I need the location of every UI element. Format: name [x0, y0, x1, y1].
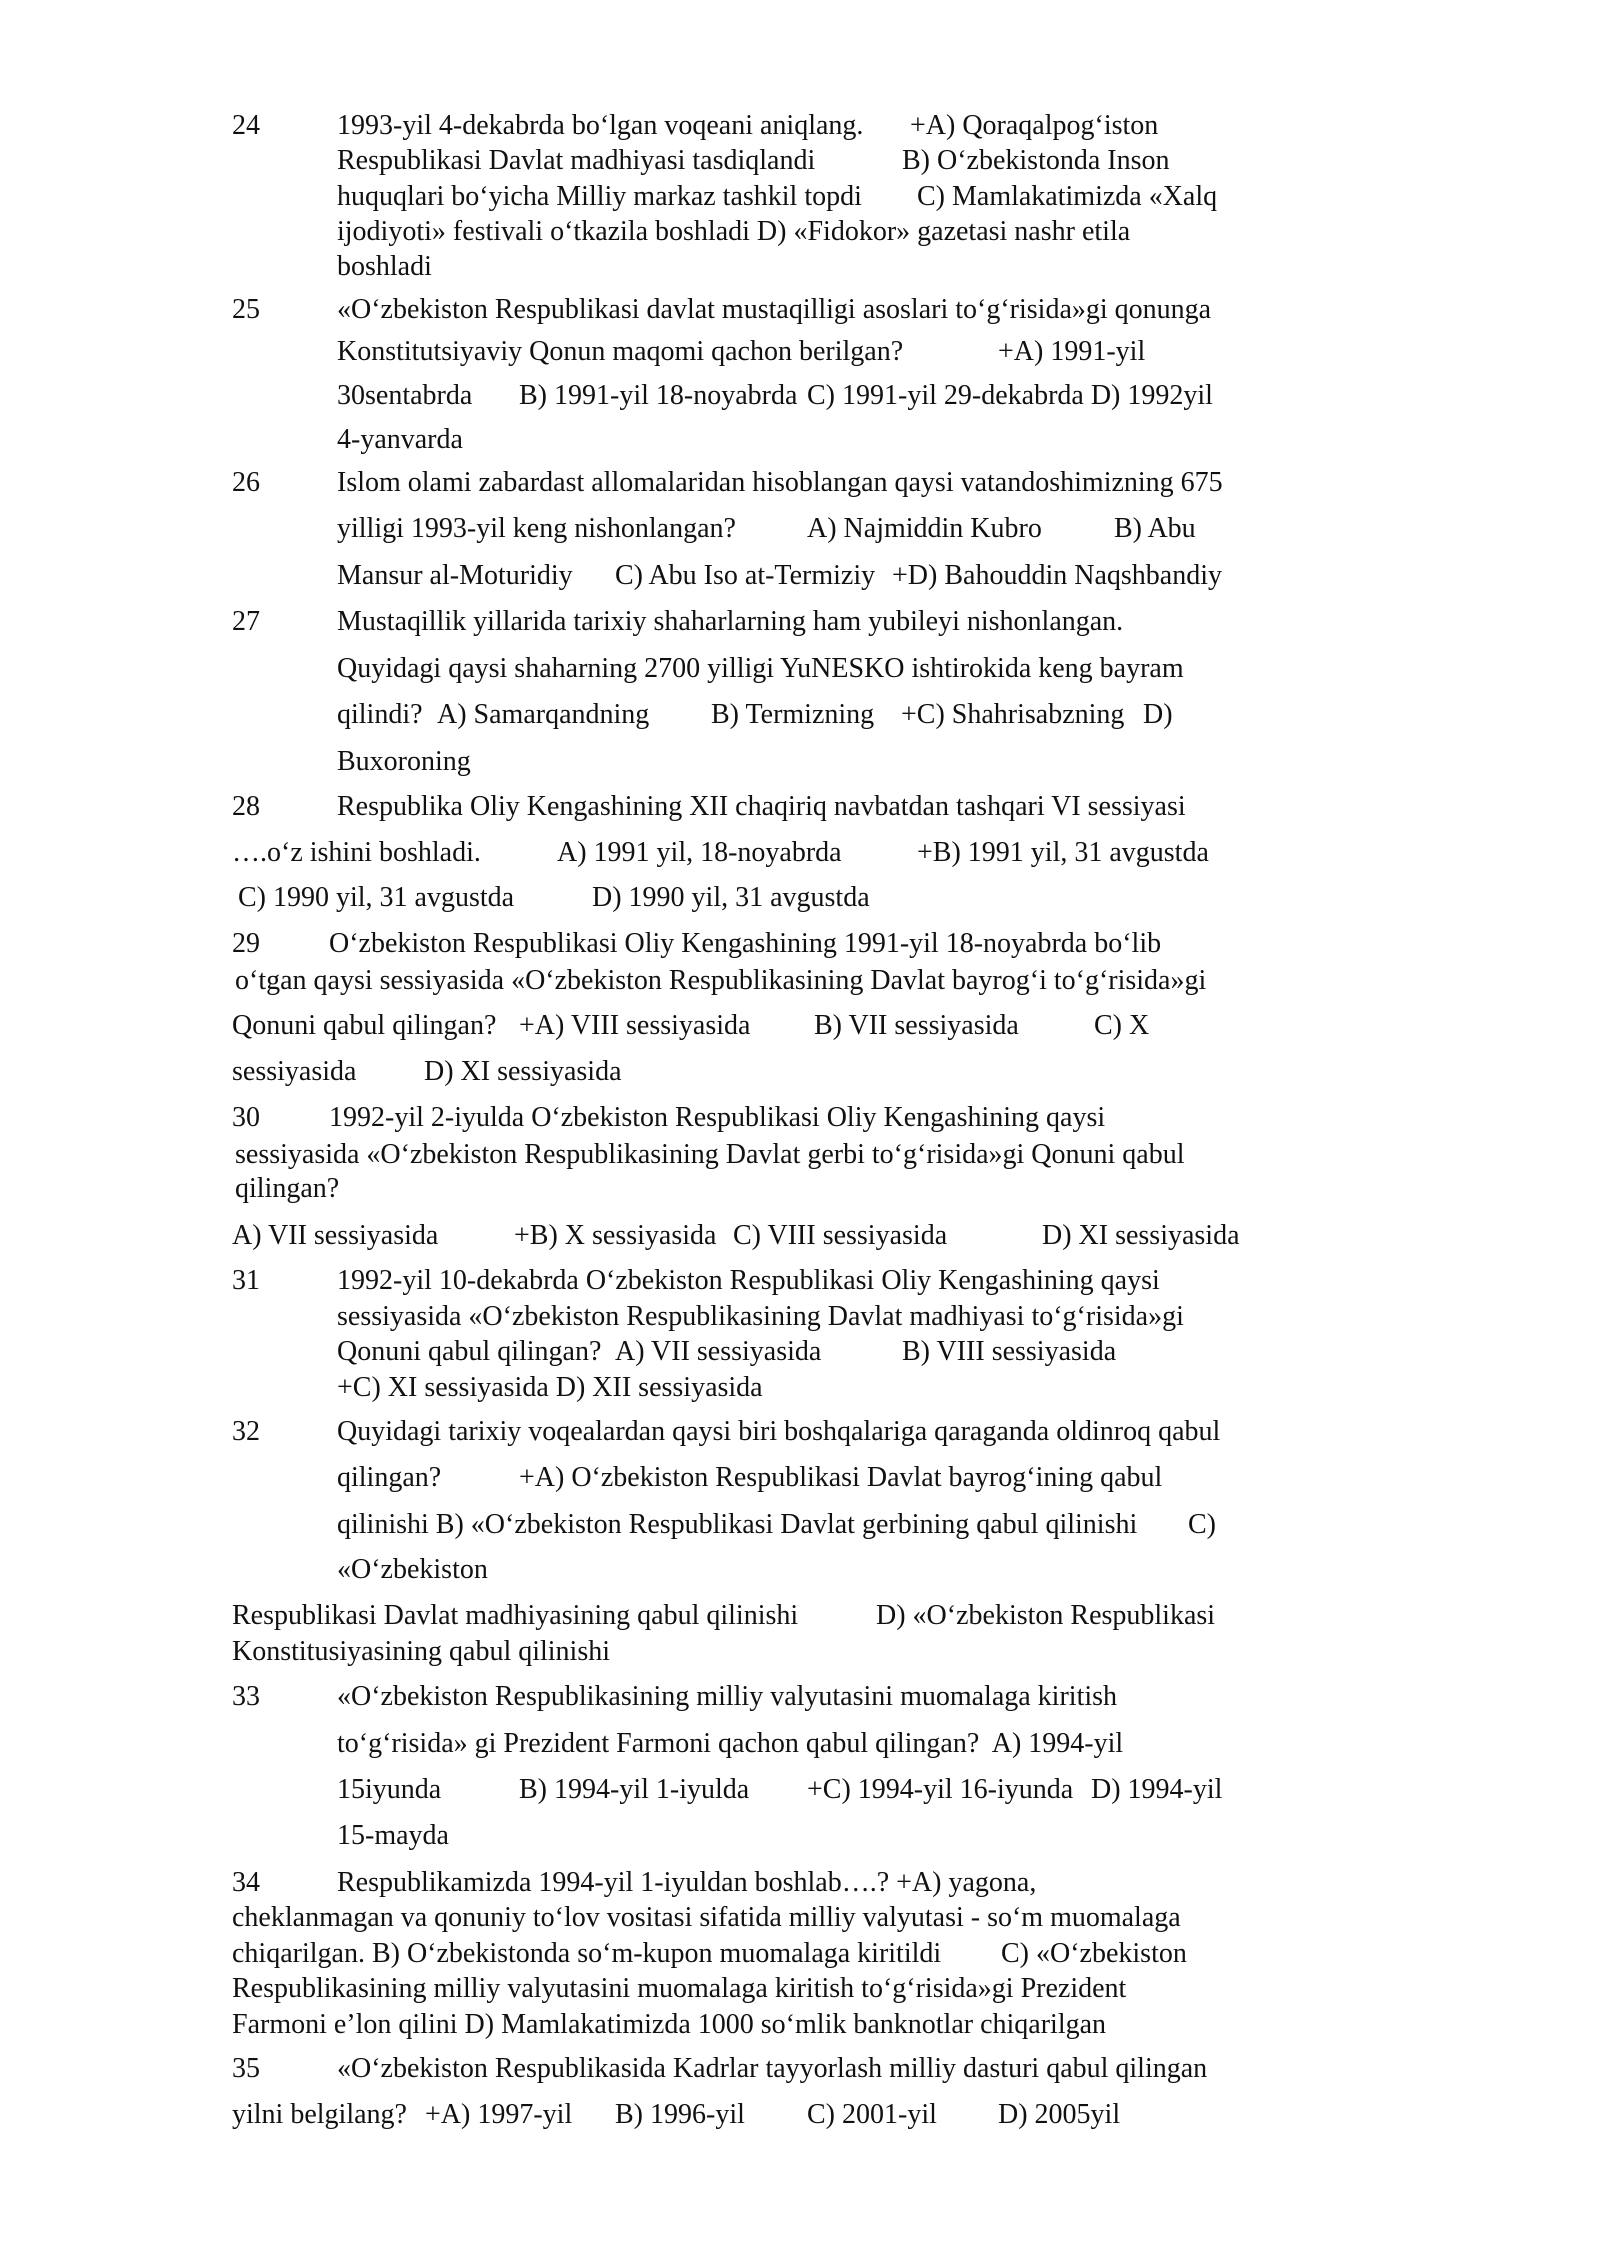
answer-option: B) 1994-yil 1-iyulda — [519, 1774, 750, 1805]
question-number: 28 — [232, 791, 260, 822]
question-number: 25 — [232, 294, 260, 325]
answer-option: D) — [1143, 699, 1173, 730]
answer-option: +A) 1991-yil — [998, 336, 1146, 367]
answer-option: D) XI sessiyasida — [424, 1056, 622, 1087]
answer-option: +A) 1997-yil — [425, 2099, 573, 2130]
answer-option: B) O‘zbekistonda Inson — [902, 145, 1170, 176]
question-text: O‘zbekiston Respublikasi Oliy Kengashining 1991-yil 18-noyabrda bo‘lib — [329, 928, 1162, 959]
answer-option: +D) Bahouddin Naqshbandiy — [892, 560, 1222, 591]
question-number: 24 — [232, 110, 260, 141]
question-text: 1992-yil 2-iyulda O‘zbekiston Respublikasi Oliy Kengashining qaysi — [329, 1102, 1106, 1133]
answer-option: 15iyunda — [337, 1774, 442, 1805]
question-text: sessiyasida «O‘zbekiston Respublikasining Davlat gerbi to‘g‘risida»gi Qonuni qabul — [235, 1139, 1185, 1170]
answer-option: cheklanmagan va qonuniy to‘lov vositasi sifatida milliy valyutasi - so‘m muomalaga — [232, 1902, 1181, 1933]
question-text: qilingan? — [337, 1462, 442, 1493]
answer-option: C) Abu Iso at-Termiziy — [615, 560, 876, 591]
answer-option: 4-yanvarda — [337, 424, 463, 455]
question-number: 34 — [232, 1867, 260, 1898]
answer-option: ijodiyoti» festivali o‘tkazila boshladi D) «Fidokor» gazetasi nashr etila — [337, 216, 1131, 247]
answer-option: Konstitusiyasining qabul qilinishi — [232, 1636, 611, 1667]
answer-option: Respublikasining milliy valyutasini muomalaga kiritish to‘g‘risida»gi Prezident — [232, 1973, 1127, 2004]
answer-option: A) Samarqandning — [437, 699, 650, 730]
answer-option: B) VIII sessiyasida — [902, 1336, 1117, 1367]
question-number: 29 — [232, 928, 260, 959]
question-number: 30 — [232, 1102, 260, 1133]
answer-option: +A) Qoraqalpog‘iston — [910, 110, 1159, 141]
answer-option: qilinishi B) «O‘zbekiston Respublikasi Davlat gerbining qabul qilinishi — [337, 1509, 1138, 1540]
answer-option: Buxoroning — [337, 746, 471, 777]
question-text: «O‘zbekiston Respublikasining milliy valyutasini muomalaga kiritish — [337, 1681, 1118, 1712]
question-text: 1992-yil 10-dekabrda O‘zbekiston Respublikasi Oliy Kengashining qaysi — [337, 1265, 1160, 1296]
answer-option: C) «O‘zbekiston — [1001, 1938, 1187, 1969]
answer-option: sessiyasida — [232, 1056, 357, 1087]
question-text: qilindi? — [337, 699, 423, 730]
question-text: Quyidagi qaysi shaharning 2700 yilligi YuNESKO ishtirokida keng bayram — [337, 653, 1184, 684]
answer-option: C) Mamlakatimizda «Xalq — [917, 181, 1218, 212]
answer-option: B) Abu — [1114, 513, 1196, 544]
answer-option: B) 1996-yil — [615, 2099, 745, 2130]
answer-option: A) VII sessiyasida — [232, 1220, 439, 1251]
answer-option: +A) VIII sessiyasida — [519, 1010, 751, 1041]
question-number: 32 — [232, 1416, 260, 1447]
answer-option: +C) XI sessiyasida D) XII sessiyasida — [337, 1372, 763, 1403]
answer-option: B) 1991-yil 18-noyabrda — [519, 380, 798, 411]
question-text: Qonuni qabul qilingan? — [337, 1336, 602, 1367]
question-text: «O‘zbekiston Respublikasi davlat mustaqilligi asoslari to‘g‘risida»gi qonunga — [337, 294, 1212, 325]
question-text: Mustaqillik yillarida tarixiy shaharlarning ham yubileyi nishonlangan. — [337, 606, 1124, 637]
question-number: 26 — [232, 467, 260, 498]
answer-option: D) 2005yil — [998, 2099, 1121, 2130]
answer-option: D) XI sessiyasida — [1042, 1220, 1240, 1251]
answer-option: +C) 1994-yil 16-iyunda — [807, 1774, 1074, 1805]
answer-option: A) Najmiddin Kubro — [807, 513, 1042, 544]
answer-option: Respublikasi Davlat madhiyasi tasdiqlandi — [337, 145, 816, 176]
answer-option: C) — [1188, 1509, 1216, 1540]
question-number: 27 — [232, 606, 260, 637]
answer-option: Mansur al-Moturidiy — [337, 560, 573, 591]
answer-option: chiqarilgan. B) O‘zbekistonda so‘m-kupon muomalaga kiritildi — [232, 1938, 942, 1969]
answer-option: C) 1990 yil, 31 avgustda — [238, 882, 515, 913]
question-number: 33 — [232, 1681, 260, 1712]
answer-option: huquqlari bo‘yicha Milliy markaz tashkil topdi — [337, 181, 862, 212]
answer-option: +B) X sessiyasida — [514, 1220, 717, 1251]
question-text: 1993-yil 4-dekabrda bo‘lgan voqeani aniqlang. — [337, 110, 864, 141]
question-number: 35 — [232, 2053, 260, 2084]
answer-option: C) 2001-yil — [807, 2099, 937, 2130]
answer-option: D) 1994-yil — [1091, 1774, 1223, 1805]
answer-option: +B) 1991 yil, 31 avgustda — [917, 837, 1209, 868]
answer-option: +C) Shahrisabzning — [901, 699, 1125, 730]
question-text: «O‘zbekiston Respublikasida Kadrlar tayyorlash milliy dasturi qabul qilingan — [337, 2053, 1208, 2084]
answer-option: C) X — [1094, 1010, 1150, 1041]
answer-option: B) VII sessiyasida — [814, 1010, 1019, 1041]
question-text: yilni belgilang? — [232, 2099, 407, 2130]
question-text: Konstitutsiyaviy Qonun maqomi qachon berilgan? — [337, 336, 904, 367]
question-text: Quyidagi tarixiy voqealardan qaysi biri boshqalariga qaraganda oldinroq qabul — [337, 1416, 1221, 1447]
question-text: sessiyasida «O‘zbekiston Respublikasining Davlat madhiyasi to‘g‘risida»gi — [337, 1301, 1184, 1332]
question-text: Respublikamizda 1994-yil 1-iyuldan boshlab….? +A) yagona, — [337, 1867, 1037, 1898]
answer-option: C) VIII sessiyasida — [733, 1220, 948, 1251]
answer-option: C) 1991-yil 29-dekabrda D) 1992yil — [807, 380, 1213, 411]
question-text: qilingan? — [235, 1173, 340, 1204]
answer-option: D) «O‘zbekiston Respublikasi — [876, 1600, 1216, 1631]
question-text: Islom olami zabardast allomalaridan hisoblangan qaysi vatandoshimizning 675 — [337, 467, 1223, 498]
answer-option: Farmoni e’lon qilini D) Mamlakatimizda 1000 so‘mlik banknotlar chiqarilgan — [232, 2009, 1107, 2040]
question-number: 31 — [232, 1265, 260, 1296]
answer-option: 15-mayda — [337, 1820, 449, 1851]
question-text: to‘g‘risida» gi Prezident Farmoni qachon qabul qilingan? A) 1994-yil — [337, 1728, 1124, 1759]
answer-option: Respublikasi Davlat madhiyasining qabul qilinishi — [232, 1600, 799, 1631]
answer-option: «O‘zbekiston — [337, 1554, 488, 1585]
answer-option: 30sentabrda — [337, 380, 473, 411]
answer-option: A) 1991 yil, 18-noyabrda — [557, 837, 842, 868]
answer-option: A) VII sessiyasida — [615, 1336, 822, 1367]
question-text: Respublika Oliy Kengashining XII chaqiriq navbatdan tashqari VI sessiyasi — [337, 791, 1186, 822]
question-text: yilligi 1993-yil keng nishonlangan? — [337, 513, 736, 544]
answer-option: +A) O‘zbekiston Respublikasi Davlat bayrog‘ining qabul — [519, 1462, 1163, 1493]
question-text: ….o‘z ishini boshladi. — [232, 837, 481, 868]
answer-option: B) Termizning — [711, 699, 875, 730]
question-text: Qonuni qabul qilingan? — [232, 1010, 497, 1041]
answer-option: boshladi — [337, 251, 432, 282]
answer-option: D) 1990 yil, 31 avgustda — [592, 882, 870, 913]
question-text: o‘tgan qaysi sessiyasida «O‘zbekiston Respublikasining Davlat bayrog‘i to‘g‘risida»gi — [235, 965, 1207, 996]
